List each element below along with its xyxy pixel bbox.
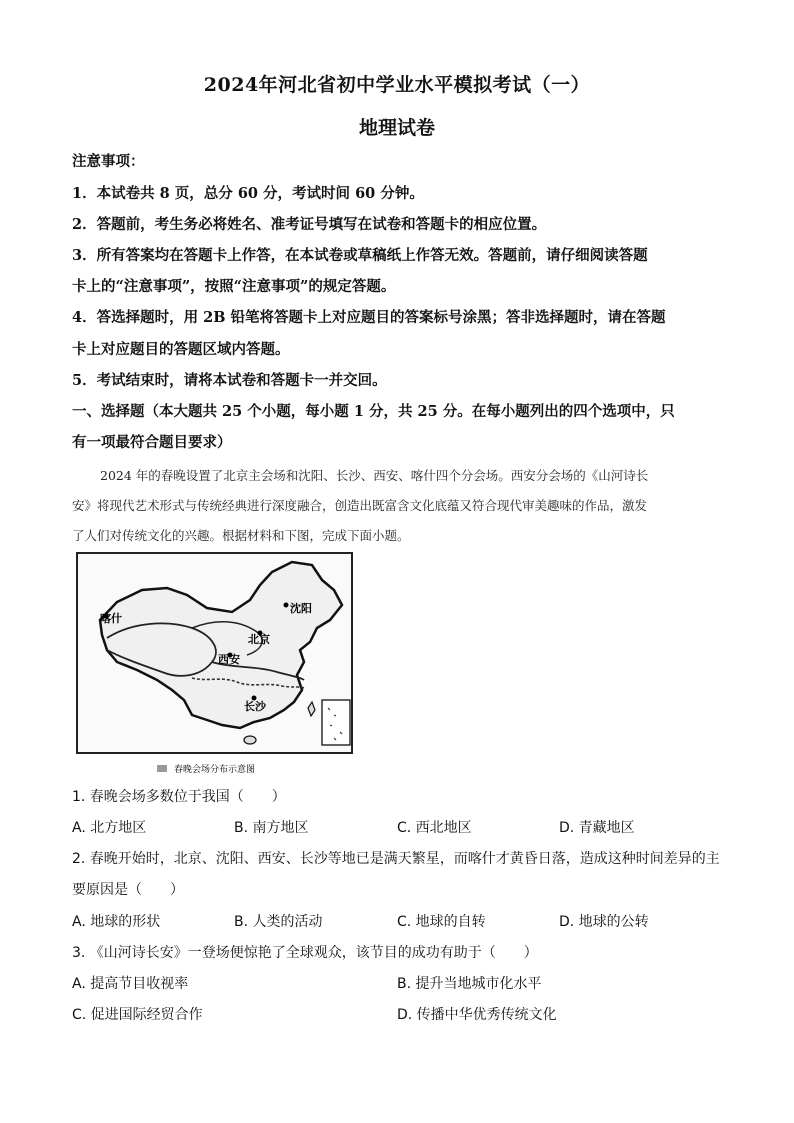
question-3-stem: 3. 《山河诗长安》一登场便惊艳了全球观众，该节目的成功有助于（ ） <box>72 945 538 961</box>
notice-line: 3．所有答案均在答题卡上作答，在本试卷或草稿纸上作答无效。答题前，请仔细阅读答题 <box>72 247 648 264</box>
material-line: 了人们对传统文化的兴趣。根据材料和下图，完成下面小题。 <box>72 528 410 543</box>
q1-option-d[interactable]: D. 青藏地区 <box>559 820 635 836</box>
notice-line: 5．考试结束时，请将本试卷和答题卡一并交回。 <box>72 372 387 389</box>
q1-option-a[interactable]: A. 北方地区 <box>72 820 147 836</box>
material-line: 2024 年的春晚设置了北京主会场和沈阳、长沙、西安、喀什四个分会场。西安分会场的《山河诗长 <box>100 468 649 483</box>
map-caption: 春晚会场分布示意图 <box>174 765 256 775</box>
china-map-figure <box>72 550 357 780</box>
caption-marker <box>157 765 167 772</box>
hainan <box>244 736 256 744</box>
label-kashi: 喀什 <box>100 612 122 625</box>
shenyang-dot <box>284 603 289 608</box>
q3-option-a[interactable]: A. 提高节目收视率 <box>72 976 189 992</box>
notice-line: 4．答选择题时，用 2B 铅笔将答题卡上对应题目的答案标号涂黑；答非选择题时，请在答题 <box>72 309 666 326</box>
label-changsha: 长沙 <box>244 700 266 713</box>
q2-option-b[interactable]: B. 人类的活动 <box>234 914 323 930</box>
question-2-stem: 2. 春晚开始时，北京、沈阳、西安、长沙等地已是满天繁星，而喀什才黄昏日落，造成这种时间差异的主 <box>72 851 720 867</box>
notice-heading: 注意事项： <box>72 153 145 170</box>
section-heading: 一、选择题（本大题共 25 个小题，每小题 1 分，共 25 分。在每小题列出的四个选项中，只 <box>72 403 675 420</box>
label-xian: 西安 <box>218 653 240 666</box>
notice-line: 2．答题前，考生务必将姓名、准考证号填写在试卷和答题卡的相应位置。 <box>72 216 547 233</box>
q3-option-b[interactable]: B. 提升当地城市化水平 <box>397 976 542 992</box>
south-sea-inset <box>322 700 350 745</box>
q3-option-c[interactable]: C. 促进国际经贸合作 <box>72 1007 203 1023</box>
question-2-stem-cont: 要原因是（ ） <box>72 882 184 898</box>
label-beijing: 北京 <box>248 633 270 646</box>
section-heading-cont: 有一项最符合题目要求） <box>72 434 232 451</box>
q2-option-d[interactable]: D. 地球的公转 <box>559 914 649 930</box>
q3-option-d[interactable]: D. 传播中华优秀传统文化 <box>397 1007 557 1023</box>
notice-line: 卡上对应题目的答题区域内答题。 <box>72 341 290 358</box>
notice-line: 卡上的“注意事项”，按照“注意事项”的规定答题。 <box>72 278 396 295</box>
q1-option-c[interactable]: C. 西北地区 <box>397 820 472 836</box>
label-shenyang: 沈阳 <box>290 602 312 615</box>
q1-option-b[interactable]: B. 南方地区 <box>234 820 309 836</box>
exam-title: 2024年河北省初中学业水平模拟考试（一） <box>203 74 591 96</box>
question-1-stem: 1. 春晚会场多数位于我国（ ） <box>72 789 286 805</box>
q2-option-c[interactable]: C. 地球的自转 <box>397 914 486 930</box>
notice-line: 1．本试卷共 8 页，总分 60 分，考试时间 60 分钟。 <box>72 185 424 202</box>
q2-option-a[interactable]: A. 地球的形状 <box>72 914 161 930</box>
material-line: 安》将现代艺术形式与传统经典进行深度融合，创造出既富含文化底蕴又符合现代审美趣味的作品，激发 <box>72 498 648 513</box>
exam-subtitle: 地理试卷 <box>358 117 435 139</box>
